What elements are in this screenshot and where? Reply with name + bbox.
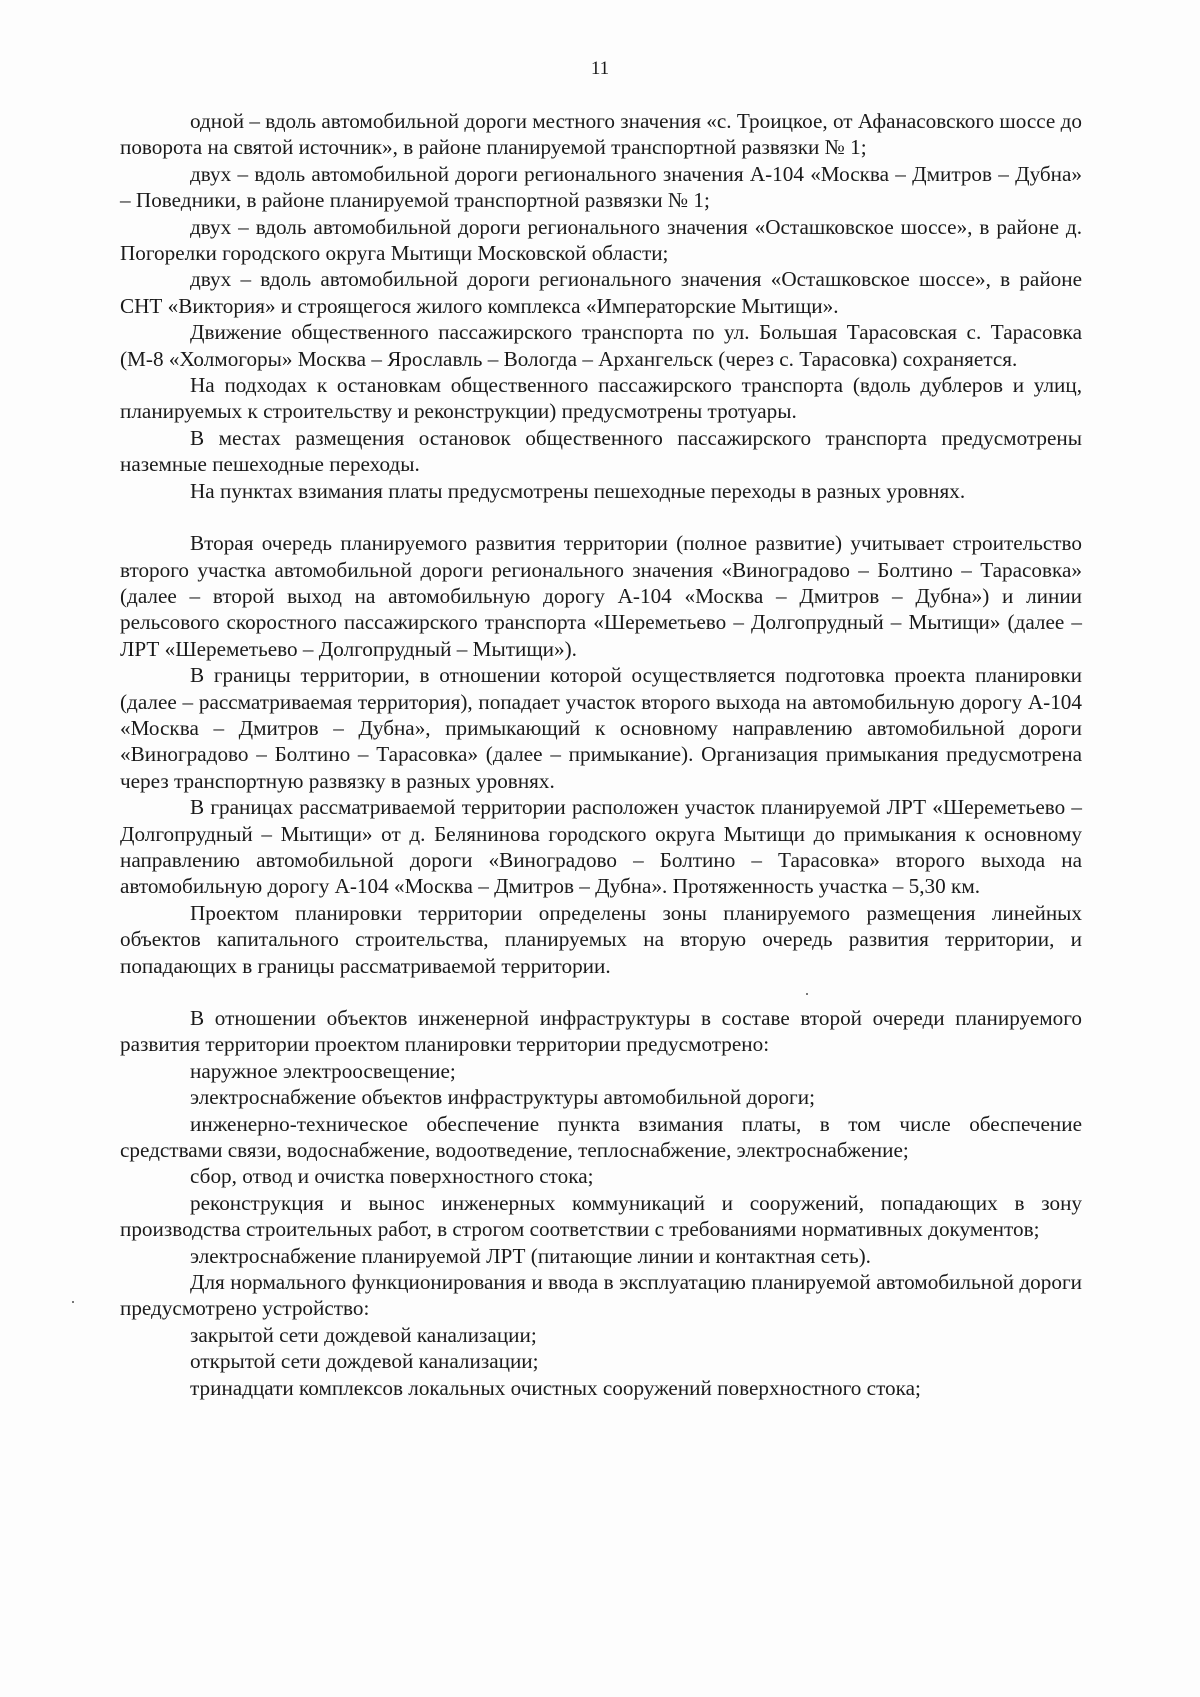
- list-item: открытой сети дождевой канализации;: [190, 1349, 539, 1374]
- section-second-stage: [120, 530, 1082, 979]
- paragraph: Проектом планировки территории определены зоны планируемого размещения линейных объектов капитального строительства, планируемых на вторую очередь развития территории, и попадающих в границы рассматриваемой территории.: [120, 900, 1082, 978]
- list-item: инженерно-техническое обеспечение пункта взимания платы, в том числе обеспечение средствами связи, водоснабжение, водоотведение, теплоснабжение, электроснабжение;: [120, 1111, 1082, 1163]
- list-item: наружное электроосвещение;: [190, 1058, 456, 1083]
- paragraph: Движение общественного пассажирского транспорта по ул. Большая Тарасовская с. Тарасовка (М-8 «Холмогоры» Москва – Ярославль – Вологда – Архангельск (через с. Тарасовка) сохраняется.: [120, 320, 1082, 371]
- list-item: закрытой сети дождевой канализации;: [190, 1322, 537, 1347]
- list-item: электроснабжение объектов инфраструктуры автомобильной дороги;: [190, 1085, 815, 1110]
- section-gap: [120, 979, 1082, 1005]
- list-item: реконструкция и вынос инженерных коммуникаций и сооружений, попадающих в зону производства строительных работ, в строгом соответствии с требованиями нормативных документов;: [120, 1190, 1082, 1242]
- paragraph: Вторая очередь планируемого развития территории (полное развитие) учитывает строительство второго участка автомобильной дороги регионального значения «Виноградово – Болтино – Тарасовка» (далее – второй выход на автомобильную дорогу А-104 «Москва – Дмитров – Дубна») и линии рельсового скоростного пассажирского транспорта «Шереметьево – Долгопрудный – Мытищи» (далее – ЛРТ «Шереметьево – Долгопрудный – Мытищи»).: [120, 531, 1082, 661]
- paragraph: На пунктах взимания платы предусмотрены пешеходные переходы в разных уровнях.: [190, 478, 966, 503]
- paragraph: В отношении объектов инженерной инфраструктуры в составе второй очереди планируемого развития территории проектом планировки территории предусмотрено:: [120, 1006, 1082, 1057]
- list-item: тринадцати комплексов локальных очистных сооружений поверхностного стока;: [190, 1375, 921, 1400]
- section-gap: [120, 504, 1082, 530]
- page-number: 11: [590, 58, 610, 79]
- paragraph: двух – вдоль автомобильной дороги регионального значения «Осташковское шоссе», в районе СНТ «Виктория» и строящегося жилого комплекса «Императорские Мытищи».: [120, 267, 1082, 318]
- section-public-transport: [120, 108, 1082, 504]
- paragraph: На подходах к остановкам общественного пассажирского транспорта (вдоль дублеров и улиц, планируемых к строительству и реконструкции) предусмотрены тротуары.: [120, 373, 1082, 424]
- list-item: электроснабжение планируемой ЛРТ (питающие линии и контактная сеть).: [190, 1243, 871, 1268]
- paragraph: В границах рассматриваемой территории расположен участок планируемой ЛРТ «Шереметьево – Долгопрудный – Мытищи» от д. Белянинова городского округа Мытищи до примыкания к основному направлению автомобильной дороги «Виноградово – Болтино – Тарасовка» второго выхода на автомобильную дорогу А-104 «Москва – Дмитров – Дубна». Протяженность участка – 5,30 км.: [120, 795, 1082, 899]
- section-engineering-infrastructure: [120, 1005, 1082, 1401]
- paragraph: одной – вдоль автомобильной дороги местного значения «с. Троицкое, от Афанасовского шоссе до поворота на святой источник», в районе планируемой транспортной развязки № 1;: [120, 109, 1082, 160]
- list-item: сбор, отвод и очистка поверхностного стока;: [190, 1164, 594, 1189]
- paragraph: двух – вдоль автомобильной дороги регионального значения «Осташковское шоссе», в районе д. Погорелки городского округа Мытищи Московской области;: [120, 214, 1082, 266]
- paragraph: В границы территории, в отношении которой осуществляется подготовка проекта планировки (далее – рассматриваемая территория), попадает участок второго выхода на автомобильную дорогу А-104 «Москва – Дмитров – Дубна», примыкающий к основному направлению автомобильной дороги «Виноградово – Болтино – Тарасовка» (далее – примыкание). Организация примыкания предусмотрена через транспортную развязку в разных уровнях.: [120, 663, 1082, 793]
- scan-artifact: [72, 1301, 74, 1303]
- document-body: [120, 108, 1082, 1401]
- paragraph: двух – вдоль автомобильной дороги регионального значения А-104 «Москва – Дмитров – Дубна» – Поведники, в районе планируемой транспортной развязки № 1;: [120, 161, 1082, 213]
- scan-artifact: [806, 993, 808, 995]
- paragraph: В местах размещения остановок общественного пассажирского транспорта предусмотрены наземные пешеходные переходы.: [120, 425, 1082, 477]
- paragraph: Для нормального функционирования и ввода в эксплуатацию планируемой автомобильной дороги предусмотрено устройство:: [120, 1270, 1082, 1321]
